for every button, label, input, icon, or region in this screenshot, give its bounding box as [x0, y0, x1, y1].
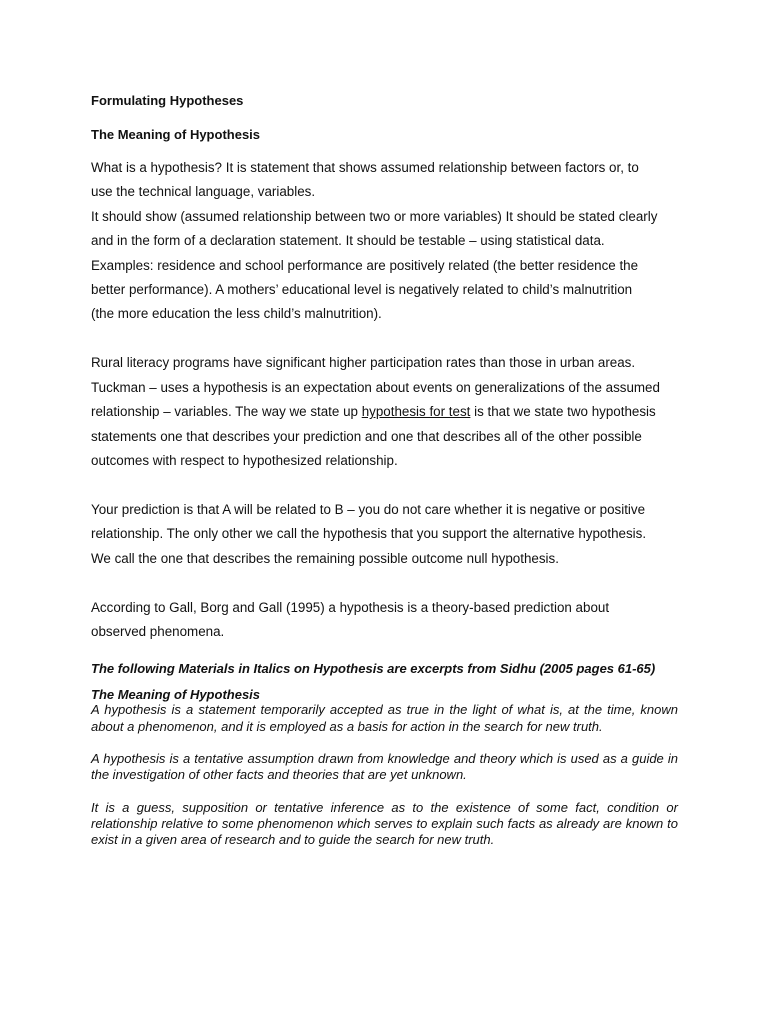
italic-paragraph: A hypothesis is a tentative assumption drawn from knowledge and theory which is used as a guide in the investigation of other facts and theories that are yet unknown. — [91, 751, 678, 783]
text-line: Tuckman – uses a hypothesis is an expectation about events on generalizations of the assumed — [91, 379, 660, 395]
text-line — [91, 400, 678, 424]
text-line: observed phenomena. — [91, 624, 225, 639]
text-line: We call the one that describes the remaining possible outcome null hypothesis. — [91, 550, 559, 566]
text-fragment: relationship – variables. The way we state up — [91, 404, 362, 420]
paragraph-spacer — [91, 677, 678, 687]
paragraph-gall — [91, 596, 678, 645]
paragraph-prediction — [91, 498, 678, 571]
paragraph-spacer — [91, 735, 678, 751]
text-line: outcomes with respect to hypothesized relationship. — [91, 452, 398, 468]
paragraph-definition — [91, 156, 678, 205]
paragraph-spacer — [91, 327, 678, 352]
paragraph-spacer — [91, 473, 678, 498]
text-line: According to Gall, Borg and Gall (1995) a hypothesis is a theory-based prediction about — [91, 599, 610, 615]
italic-paragraph: A hypothesis is a statement temporarily accepted as true in the light of what is, at the time, known about a phenomenon, and it is employed as a basis for action in the search for new truth. — [91, 702, 678, 734]
text-line: use the technical language, variables. — [91, 184, 316, 200]
text-line: What is a hypothesis? It is statement that shows assumed relationship between factors or, to — [91, 160, 639, 175]
text-fragment: is that we state two hypothesis — [470, 404, 656, 420]
hypothesis-for-test-link[interactable]: hypothesis for test — [361, 404, 471, 420]
document-title: Formulating Hypotheses — [91, 93, 244, 108]
text-line: and in the form of a declaration statement. It should be testable – using statistical data. — [91, 233, 605, 249]
text-line: Your prediction is that A will be related to B – you do not care whether it is negative or positive — [91, 501, 646, 517]
excerpt-note: The following Materials in Italics on Hypothesis are excerpts from Sidhu (2005 pages 61-65) — [91, 661, 656, 677]
paragraph-spacer — [91, 644, 678, 660]
section-heading: The Meaning of Hypothesis — [91, 127, 261, 142]
text-line: statements one that describes your prediction and one that describes all of the other possible — [91, 428, 642, 444]
document-page — [91, 92, 678, 848]
paragraph-requirements — [91, 205, 678, 327]
text-line: (the more education the less child’s malnutrition). — [91, 306, 382, 322]
paragraph-tuckman — [91, 351, 678, 473]
text-line: better performance). A mothers’ educational level is negatively related to child’s malnutrition — [91, 282, 633, 298]
italic-paragraph: It is a guess, supposition or tentative inference as to the existence of some fact, condition or relationship relative to some phenomenon which serves to explain such facts as already are known to exist in a given area of research and to guide the search for new truth. — [91, 799, 678, 848]
paragraph-spacer — [91, 784, 678, 800]
text-line: Examples: residence and school performance are positively related (the better residence the — [91, 257, 639, 273]
text-line: relationship. The only other we call the hypothesis that you support the alternative hypothesis. — [91, 526, 647, 542]
text-line: It should show (assumed relationship between two or more variables) It should be stated clearly — [91, 208, 658, 224]
paragraph-spacer — [91, 571, 678, 596]
text-line: Rural literacy programs have significant higher participation rates than those in urban areas. — [91, 355, 636, 371]
italic-section-heading: The Meaning of Hypothesis — [91, 687, 261, 703]
